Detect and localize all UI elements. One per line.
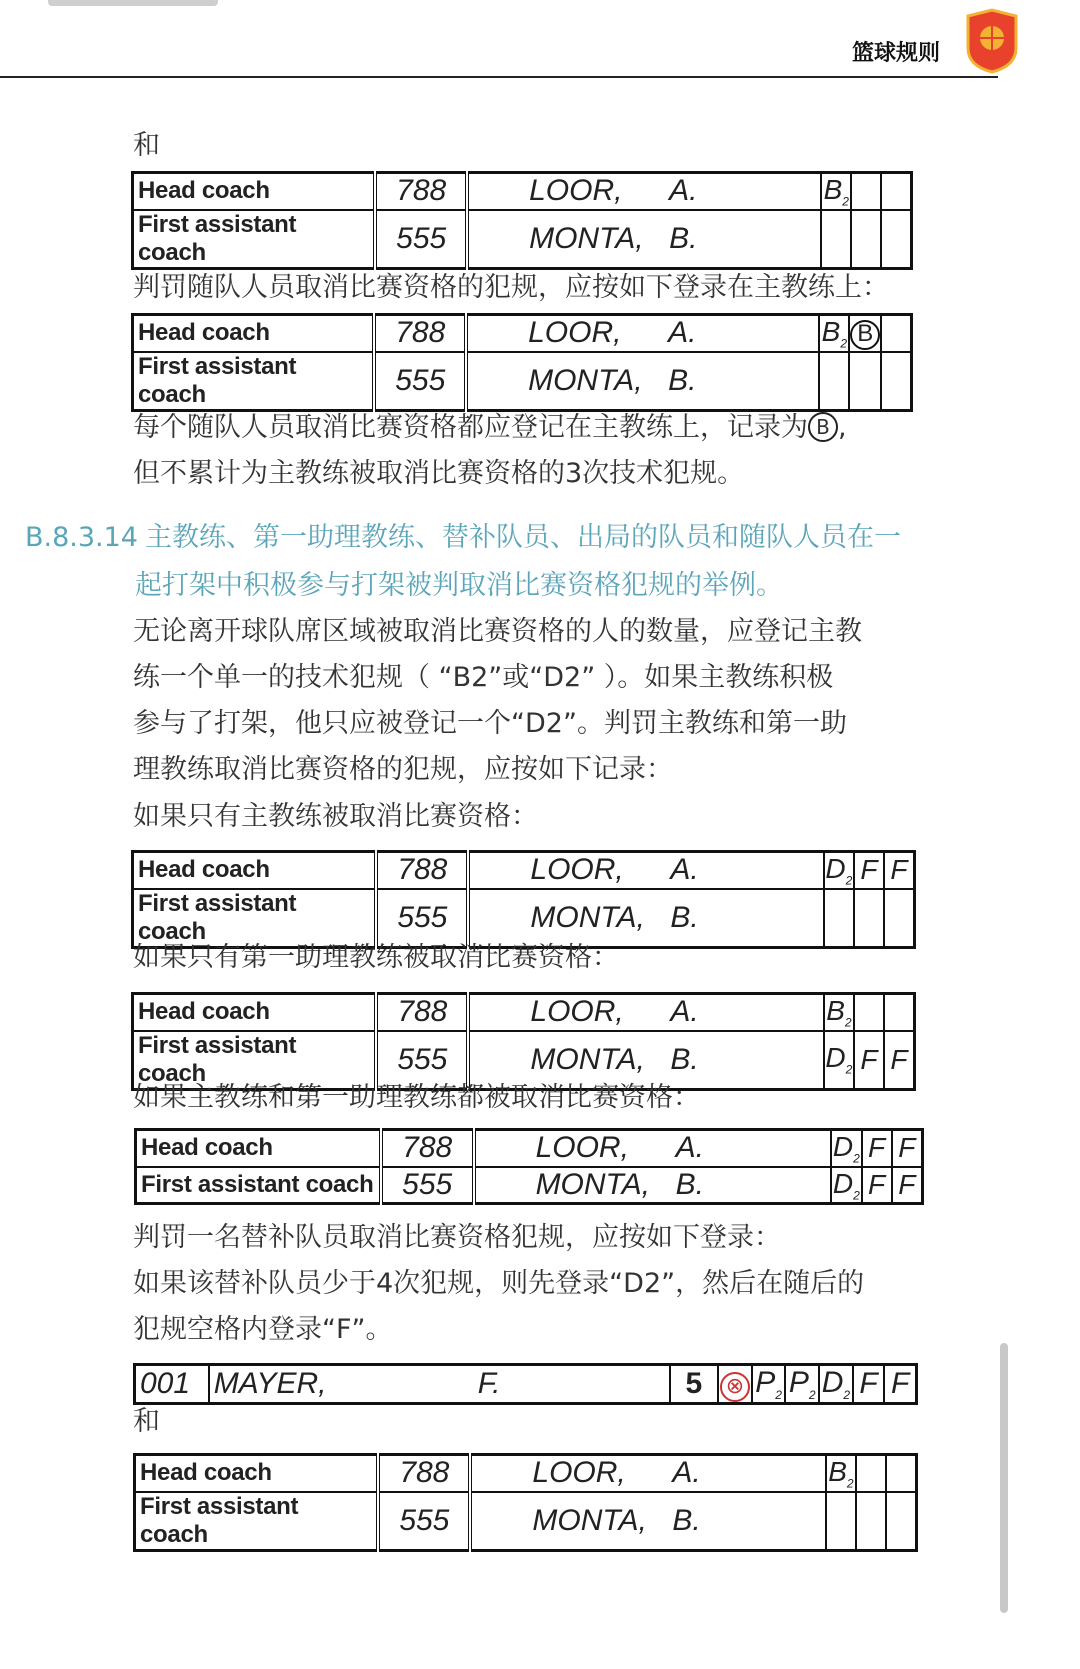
text-para-c1: 无论离开球队席区域被取消比赛资格的人的数量，应登记主教	[133, 616, 862, 647]
section-heading	[25, 514, 1005, 610]
foul-mark: B	[823, 174, 843, 205]
foul-mark: D	[825, 1042, 846, 1074]
circled-b-mark: B	[850, 320, 880, 350]
surname: MONTA,	[530, 900, 645, 934]
foul-box-1	[826, 1492, 856, 1551]
foul-box-2	[856, 1492, 886, 1551]
coach-sheet-6	[133, 1453, 918, 1552]
circled-b-symbol: B	[808, 412, 838, 442]
head-coach-label: Head coach	[133, 173, 376, 210]
asst-coach-licence: 555	[378, 1492, 470, 1551]
surname: MONTA,	[532, 1503, 647, 1537]
head-coach-name	[466, 315, 819, 352]
table-row	[133, 852, 915, 889]
section-number: B.8.3.14	[25, 522, 138, 553]
initial: A.	[675, 1131, 704, 1165]
foul-box-1	[831, 1130, 861, 1167]
head-coach-name	[468, 852, 823, 889]
table-row	[136, 1130, 923, 1167]
initial: A.	[670, 853, 699, 887]
text-para-f3: 犯规空格内登录“F”。	[133, 1314, 393, 1345]
foul-box-3	[881, 315, 911, 352]
asst-coach-label: First assistant coach	[133, 352, 375, 411]
foul-box-6: F	[884, 1365, 916, 1404]
foul-box-1	[819, 352, 849, 411]
asst-coach-label: First assistant coach	[133, 210, 376, 269]
head-coach-licence: 788	[381, 1130, 474, 1167]
header-rule	[0, 76, 998, 78]
foul-mark: B	[828, 1456, 847, 1487]
head-coach-name	[468, 994, 823, 1031]
initial: B.	[670, 1042, 699, 1076]
foul-box-2	[854, 994, 884, 1031]
foul-box-5: F	[853, 1365, 885, 1404]
text-para-a: 判罚随队人员取消比赛资格的犯规，应按如下登录在主教练上：	[133, 272, 889, 303]
foul-box-1	[821, 210, 851, 269]
player-number: 001	[135, 1365, 209, 1404]
foul-sub: 2	[842, 194, 849, 209]
initial: A.	[672, 1456, 701, 1490]
player-initial: F.	[477, 1367, 501, 1400]
foul-sub: 2	[844, 1015, 852, 1030]
foul-box-1	[826, 1455, 856, 1492]
foul-mark: B	[821, 316, 841, 347]
foul-box-2: F	[854, 852, 884, 889]
initial: B.	[675, 1167, 704, 1201]
head-coach-label: Head coach	[133, 994, 377, 1031]
player-fouls-count: 5	[670, 1365, 718, 1404]
circled-x-icon: ⊗	[720, 1372, 750, 1402]
text-para-b2: 但不累计为主教练被取消比赛资格的3次技术犯规。	[133, 458, 745, 489]
foul-box-1	[824, 852, 854, 889]
asst-coach-label: First assistant coach	[135, 1492, 379, 1551]
head-coach-label: Head coach	[136, 1130, 381, 1167]
head-coach-licence: 788	[375, 173, 467, 210]
surname: LOOR,	[532, 1456, 626, 1490]
foul-sub: 2	[853, 1151, 860, 1166]
text-para-c4: 理教练取消比赛资格的犯规，应按如下记录：	[133, 754, 673, 785]
text-he-1: 和	[133, 130, 160, 161]
foul-box-2	[856, 1455, 886, 1492]
foul-box-2	[851, 173, 881, 210]
text-para-c3: 参与了打架，他只应被登记一个“D2”。判罚主教练和第一助	[133, 708, 847, 739]
text-para-c2: 练一个单一的技术犯规（ “B2”或“D2” ）。如果主教练积极	[133, 662, 834, 693]
foul-box-2	[851, 210, 881, 269]
foul-sub: 2	[775, 1388, 782, 1402]
head-coach-name	[474, 1130, 832, 1167]
foul-sub: 2	[845, 873, 853, 888]
asst-coach-licence: 555	[376, 889, 468, 948]
asst-coach-licence: 555	[375, 210, 467, 269]
foul-box-1	[821, 173, 851, 210]
foul-box-3	[886, 1492, 917, 1551]
foul-box-2: F	[862, 1167, 892, 1204]
text-para-f2: 如果该替补队员少于4次犯规，则先登录“D2”，然后在随后的	[133, 1268, 865, 1299]
head-coach-label: Head coach	[133, 315, 375, 352]
asst-coach-name	[467, 210, 821, 269]
section-line-1: 主教练、第一助理教练、替补队员、出局的队员和随队人员在一	[145, 522, 901, 553]
foul-mark: D	[832, 1131, 854, 1162]
foul-mark: D	[821, 1366, 844, 1399]
foul-box-2: F	[854, 1031, 884, 1090]
foul-box-2: F	[862, 1130, 892, 1167]
section-line-2: 起打架中积极参与打架被判取消比赛资格犯规的举例。	[135, 570, 783, 601]
table-row	[133, 352, 912, 411]
head-coach-licence: 788	[374, 315, 466, 352]
foul-box-1	[824, 994, 854, 1031]
asst-coach-name	[466, 352, 819, 411]
surname: MONTA,	[528, 363, 643, 397]
surname: MONTA,	[530, 1042, 645, 1076]
cba-logo-icon	[964, 8, 1020, 74]
asst-coach-label: First assistant coach	[133, 1031, 377, 1090]
foul-mark: D	[825, 853, 846, 884]
foul-box-3: F	[884, 1031, 915, 1090]
head-coach-name	[470, 1455, 825, 1492]
asst-coach-licence: 555	[374, 352, 466, 411]
table-row	[133, 315, 912, 352]
foul-box-3	[881, 210, 911, 269]
foul-box-1	[819, 315, 849, 352]
surname: MONTA,	[535, 1167, 650, 1201]
table-row	[135, 1455, 917, 1492]
table-row	[136, 1167, 923, 1204]
foul-sub: 2	[845, 1062, 853, 1077]
foul-box-3	[884, 994, 915, 1031]
foul-box-2	[849, 315, 881, 352]
foul-sub: 2	[846, 1476, 854, 1491]
table-row	[133, 173, 912, 210]
table-row	[133, 994, 915, 1031]
foul-box-3: F	[884, 852, 915, 889]
foul-box-3	[886, 1455, 917, 1492]
coach-sheet-1	[131, 171, 913, 270]
foul-sub: 2	[853, 1188, 860, 1203]
text-he-2: 和	[133, 1406, 160, 1437]
top-handle	[48, 0, 218, 6]
asst-coach-licence: 555	[381, 1167, 474, 1204]
foul-sub: 2	[843, 1388, 851, 1402]
foul-box-3: F	[892, 1167, 923, 1204]
text-para-b1	[133, 404, 1003, 452]
surname: LOOR,	[528, 316, 622, 350]
asst-coach-label: First assistant coach	[133, 889, 377, 948]
page-header-title: 篮球规则	[851, 41, 940, 66]
foul-mark: P	[755, 1366, 776, 1399]
asst-coach-label: First assistant coach	[136, 1167, 381, 1204]
foul-box-3	[881, 352, 911, 411]
foul-mark: B	[826, 995, 845, 1026]
asst-coach-licence: 555	[376, 1031, 468, 1090]
head-coach-label: Head coach	[135, 1455, 379, 1492]
head-coach-licence: 788	[376, 994, 468, 1031]
surname: LOOR,	[535, 1131, 629, 1165]
foul-mark: D	[832, 1167, 854, 1199]
foul-box-3: F	[892, 1130, 923, 1167]
text-para-f1: 判罚一名替补队员取消比赛资格犯规，应按如下登录：	[133, 1222, 781, 1253]
player-surname: MAYER,	[213, 1367, 327, 1400]
coach-sheet-5	[134, 1128, 924, 1205]
head-coach-name	[467, 173, 821, 210]
initial: A.	[668, 316, 697, 350]
initial: B.	[670, 900, 699, 934]
initial: A.	[669, 174, 698, 208]
table-row	[133, 210, 912, 269]
text-para-c5: 如果只有主教练被取消比赛资格：	[133, 801, 538, 832]
para-b1-end: ,	[838, 412, 847, 443]
surname: LOOR,	[530, 853, 624, 887]
foul-box-2	[849, 352, 881, 411]
foul-sub: 2	[840, 336, 848, 351]
coach-sheet-2	[131, 313, 913, 412]
surname: LOOR,	[530, 995, 624, 1029]
foul-box-1	[831, 1167, 861, 1204]
head-coach-licence: 788	[376, 852, 468, 889]
asst-coach-name	[474, 1167, 832, 1204]
initial: B.	[672, 1503, 701, 1537]
asst-coach-name	[470, 1492, 825, 1551]
foul-mark: P	[788, 1366, 809, 1399]
surname: MONTA,	[529, 221, 644, 255]
initial: A.	[670, 995, 699, 1029]
initial: B.	[668, 363, 697, 397]
head-coach-label: Head coach	[133, 852, 377, 889]
table-row	[135, 1492, 917, 1551]
initial: B.	[669, 221, 698, 255]
text-para-d: 如果只有第一助理教练被取消比赛资格：	[133, 942, 619, 973]
surname: LOOR,	[529, 174, 623, 208]
foul-sub: 2	[808, 1388, 816, 1402]
head-coach-licence: 788	[378, 1455, 470, 1492]
para-b1-text: 每个随队人员取消比赛资格都应登记在主教练上，记录为	[133, 412, 808, 443]
foul-box-3	[881, 173, 911, 210]
text-para-e: 如果主教练和第一助理教练都被取消比赛资格：	[133, 1082, 700, 1113]
scrollbar-thumb[interactable]	[1000, 1343, 1008, 1613]
